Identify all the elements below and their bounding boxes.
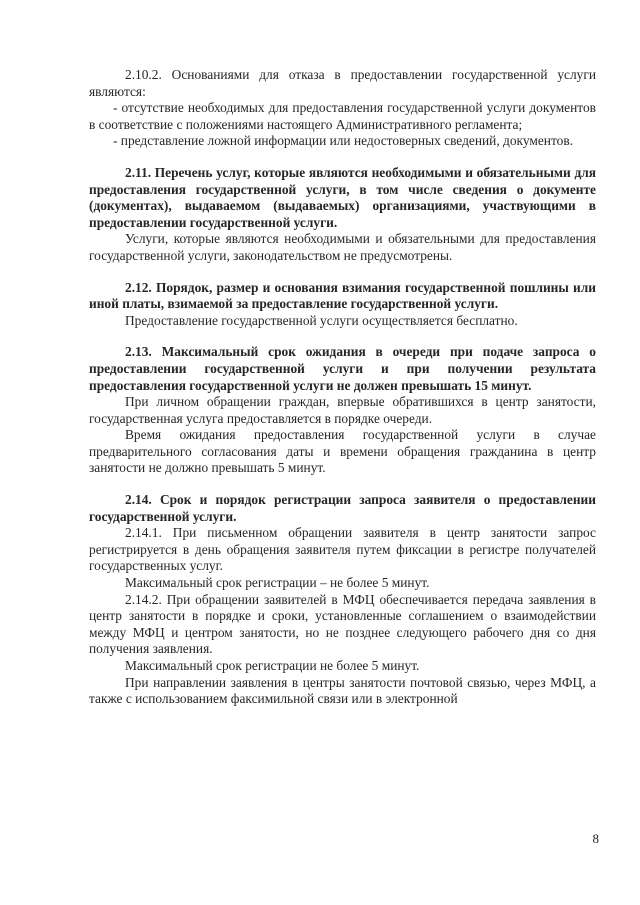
paragraph-2-14-1-limit: Максимальный срок регистрации – не более 5 минут. bbox=[125, 575, 430, 591]
paragraph-2-14-2: 2.14.2. При обращении заявителей в МФЦ обеспечивается передача заявления в центр занятости в порядке и сроки, установленные соглашением о взаимодействии между МФЦ и центром занятости, но не позднее следующего рабочего дня со дня получения заявления. bbox=[89, 591, 596, 657]
list-item-false-information: - представление ложной информации или недостоверных сведений, документов. bbox=[113, 133, 573, 149]
section-heading-2-14: 2.14. Срок и порядок регистрации запроса заявителя о предоставлении государственной услуги. bbox=[89, 492, 596, 524]
list-item-missing-documents: - отсутствие необходимых для предоставления государственной услуги документов в соответствие с положениями настоящего Административного регламента; bbox=[89, 100, 596, 132]
paragraph-2-14-2-limit: Максимальный срок регистрации не более 5 минут. bbox=[125, 658, 420, 673]
page-number: 8 bbox=[592, 831, 599, 846]
paragraph-2-14-1: 2.14.1. При письменном обращении заявителя в центр занятости запрос регистрируется в день обращения заявителя путем фиксации в регистре получателей государственных услуг. bbox=[89, 525, 596, 574]
paragraph-2-11-body: Услуги, которые являются необходимыми и обязательными для предоставления государственной услуги, законодательством не предусмотрены. bbox=[89, 231, 596, 263]
paragraph-2-13-body-2: Время ожидания предоставления государственной услуги в случае предварительного согласования даты и времени обращения гражданина в центр занятости не должно превышать 5 минут. bbox=[89, 427, 596, 476]
section-heading-2-13: 2.13. Максимальный срок ожидания в очереди при подаче запроса о предоставлении государственной услуги и при получении результата предоставления государственной услуги не должен превышать 15 минут. bbox=[89, 344, 596, 393]
section-heading-2-12: 2.12. Порядок, размер и основания взимания государственной пошлины или иной платы, взимаемой за предоставление государственной услуги. bbox=[89, 279, 596, 312]
paragraph-2-14-3: При направлении заявления в центры занятости почтовой связью, через МФЦ, а также с использованием факсимильной связи или в электронной bbox=[89, 674, 596, 707]
paragraph-2-12-body: Предоставление государственной услуги осуществляется бесплатно. bbox=[125, 312, 518, 328]
paragraph-2-10-2: 2.10.2. Основаниями для отказа в предоставлении государственной услуги являются: bbox=[89, 67, 596, 99]
paragraph-2-13-body-1: При личном обращении граждан, впервые обратившихся в центр занятости, государственная услуга предоставляется в порядке очереди. bbox=[89, 394, 596, 426]
section-heading-2-11: 2.11. Перечень услуг, которые являются необходимыми и обязательными для предоставления государственной услуги, в том числе сведения о документе (документах), выдаваемом (выдаваемых) организациями, участвующими в предоставлении государственной услуги. bbox=[89, 164, 596, 230]
